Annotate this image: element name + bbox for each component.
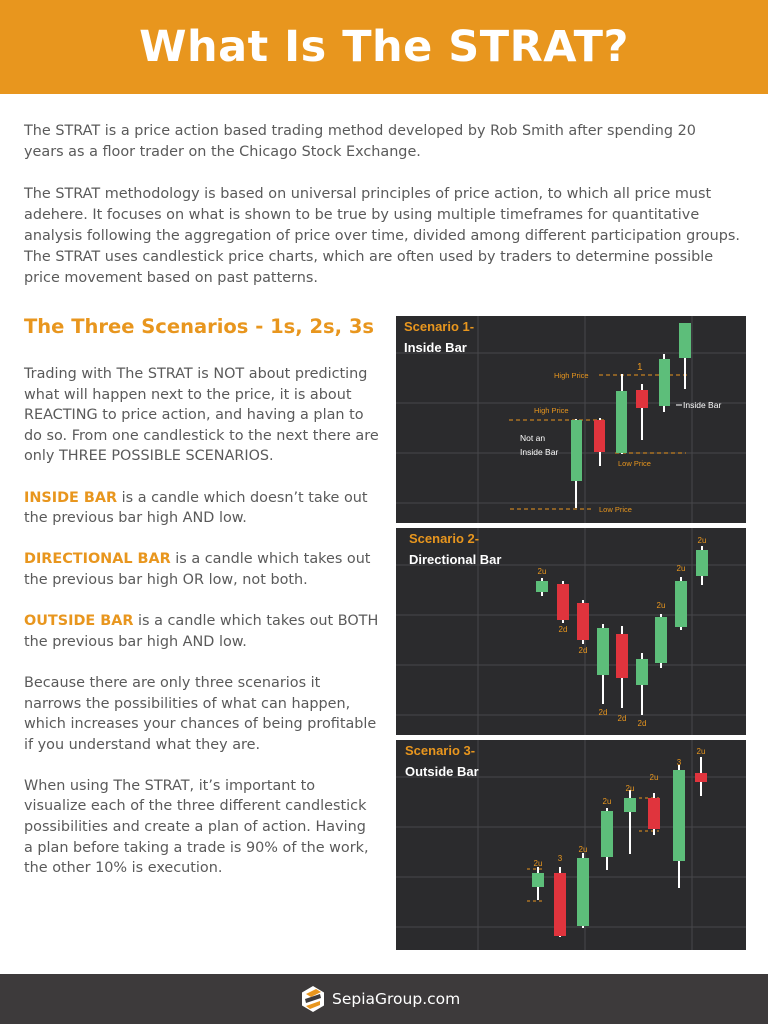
- label-2u: 2u: [696, 747, 706, 756]
- scenarios-paragraph-6: When using The STRAT, it’s important to visualize each of the three different candlestick possibilities and create a plan of action. Having a plan before taking a trade is 90% of the work, the other 10% is execution.: [24, 777, 369, 877]
- outside-bar-text: is a candle which takes out BOTH the previous bar high AND low.: [24, 613, 379, 650]
- scenario-1-title: Inside Bar: [404, 340, 467, 355]
- outside-bar-definition: [24, 611, 379, 652]
- not-inside-label-a: Not an: [520, 433, 546, 443]
- outside-levels: [527, 798, 659, 901]
- inside-bar-term: INSIDE BAR: [24, 489, 118, 506]
- candle: [594, 418, 605, 466]
- candle: [675, 577, 687, 630]
- scenario-1-panel: [396, 316, 746, 523]
- scenario-3-panel: [396, 740, 746, 950]
- intro-paragraph-2: The STRAT methodology is based on universal principles of price action, to which all price must adehere. It focuses on what is shown to be true by using multiple timeframes for quantitative analysis following the aggregation of price over time, divided among different participation groups. The STRAT uses candlestick price charts, which are often used by traders to determine possible price movement based on past patterns.: [24, 186, 740, 286]
- low-price-label-2: Low Price: [599, 505, 632, 514]
- candle: [571, 419, 582, 508]
- candle: [577, 853, 589, 928]
- candle: [673, 765, 685, 888]
- candle: [636, 653, 648, 715]
- scenarios-paragraph-5: Because there are only three scenarios it narrows the possibilities of what can happen, which increases your chances of being profitable if you understand what they are.: [24, 674, 377, 753]
- inside-bar-marker: 1: [637, 362, 643, 373]
- low-price-label-1: Low Price: [618, 459, 651, 468]
- label-2u: 2u: [676, 564, 686, 573]
- candle: [659, 354, 670, 412]
- scenario-3-label: Scenario 3-: [405, 743, 476, 758]
- scenario-3-title: Outside Bar: [405, 764, 479, 779]
- inside-bar-text: is a candle which doesn’t take out the previous bar high AND low.: [24, 489, 368, 527]
- footer-brand[interactable]: [302, 986, 460, 1012]
- label-2u: 2u: [649, 773, 659, 782]
- scenario-2-title: Directional Bar: [409, 552, 502, 567]
- outside-bar-term: OUTSIDE BAR: [24, 613, 134, 630]
- footer-brand-text: SepiaGroup.com: [332, 990, 461, 1008]
- candle: [601, 808, 613, 870]
- label-2d: 2d: [558, 625, 568, 634]
- scenario-2-label: Scenario 2-: [409, 531, 480, 546]
- footer: [0, 974, 768, 1024]
- inside-bar-definition: [24, 488, 379, 529]
- header-banner: [0, 0, 768, 94]
- label-2u: 2u: [533, 859, 543, 868]
- label-2u: 2u: [656, 601, 666, 610]
- candle: [616, 626, 628, 708]
- candle: [655, 614, 667, 668]
- high-price-label-1: High Price: [554, 371, 589, 380]
- candle: [557, 581, 569, 623]
- directional-bar-definition: [24, 549, 379, 590]
- scenarios-heading: The Three Scenarios - 1s, 2s, 3s: [24, 315, 375, 338]
- directional-bar-text: is a candle which takes out the previous bar high OR low, not both.: [24, 551, 371, 588]
- intro-paragraph-1: The STRAT is a price action based trading method developed by Rob Smith after spending 20 years as a floor trader on the Chicago Stock Exchange.: [24, 123, 696, 160]
- directional-bar-term: DIRECTIONAL BAR: [24, 551, 171, 568]
- candle: [679, 323, 691, 389]
- high-price-label-2: High Price: [534, 406, 569, 415]
- scenario-1-label: Scenario 1-: [404, 319, 475, 334]
- candle: [636, 384, 648, 440]
- not-inside-label-b: Inside Bar: [520, 447, 559, 457]
- label-2u: 2u: [602, 797, 612, 806]
- inside-bar-annotation: Inside Bar: [683, 400, 722, 410]
- label-2u: 2u: [697, 536, 707, 545]
- label-2d: 2d: [598, 708, 608, 717]
- label-2u: 2u: [625, 784, 635, 793]
- label-3: 3: [557, 854, 563, 863]
- intro-section: [24, 121, 740, 310]
- candle: [624, 790, 636, 854]
- candle: [695, 757, 707, 796]
- candle: [536, 578, 548, 596]
- scenario-2-panel: [396, 528, 746, 735]
- candle: [532, 867, 544, 900]
- label-2d: 2d: [578, 646, 588, 655]
- label-2u: 2u: [537, 567, 547, 576]
- label-2u: 2u: [578, 845, 588, 854]
- candle: [597, 624, 609, 704]
- sepia-logo-icon: [302, 986, 324, 1012]
- label-2d: 2d: [637, 719, 647, 728]
- candle: [648, 793, 660, 835]
- label-2d: 2d: [617, 714, 627, 723]
- candle: [616, 374, 627, 454]
- scenarios-intro: Trading with The STRAT is NOT about predicting what will happen next to the price, it is about REACTING to price action, and having a plan to do so. From one candlestick to the next there are only THREE POSSIBLE SCENARIOS.: [24, 366, 379, 465]
- page-title: What Is The STRAT?: [139, 22, 629, 72]
- candle: [554, 867, 566, 937]
- candle: [696, 546, 708, 585]
- label-3: 3: [676, 758, 682, 767]
- candle: [577, 600, 589, 644]
- scenarios-text: [24, 314, 379, 899]
